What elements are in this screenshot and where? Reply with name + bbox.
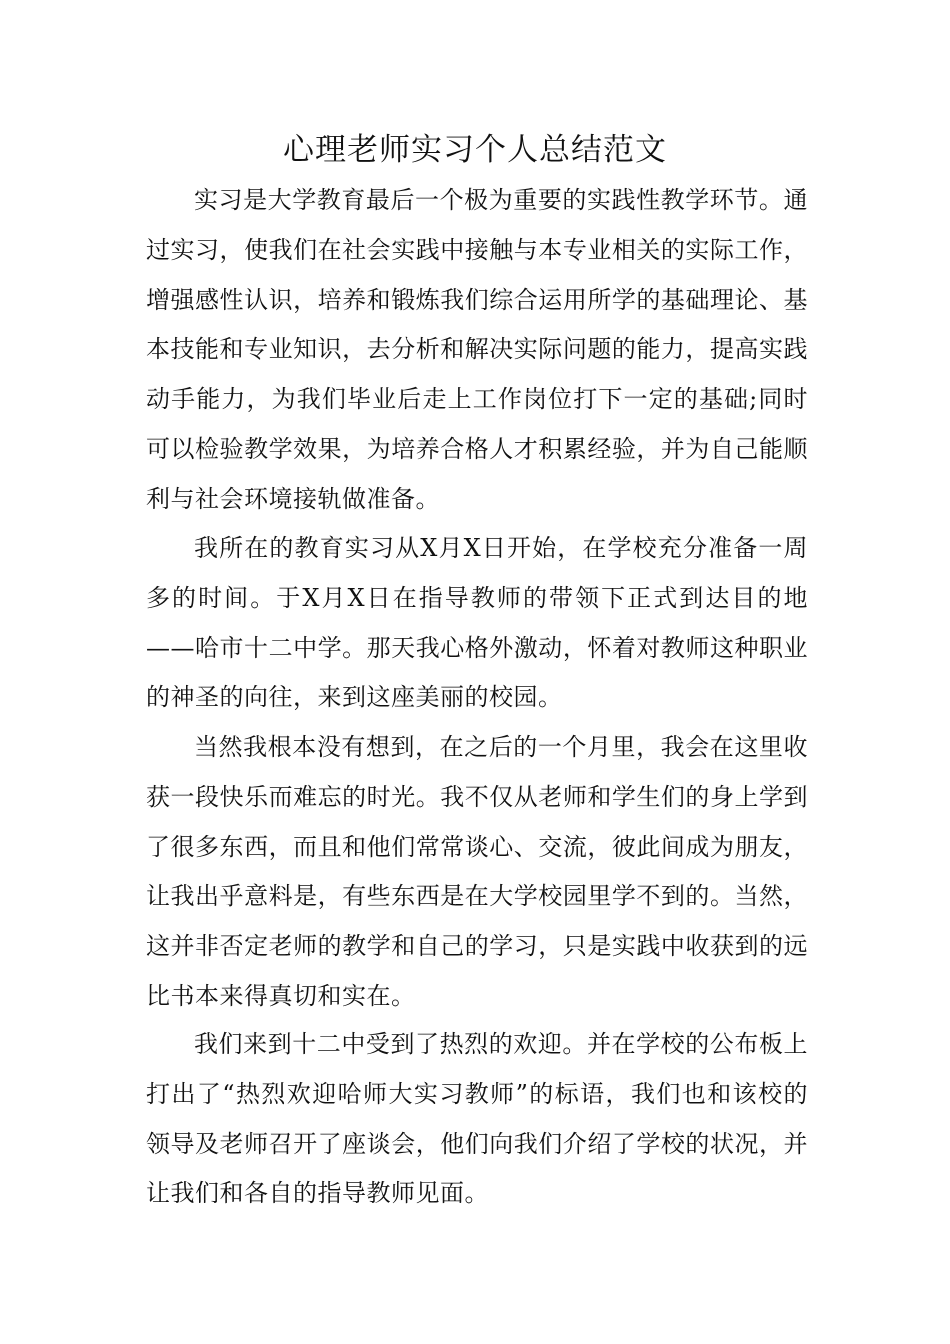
paragraph-1: 实习是大学教育最后一个极为重要的实践性教学环节。通过实习，使我们在社会实践中接触与本专业相关的实际工作，增强感性认识，培养和锻炼我们综合运用所学的基础理论、基本技能和专业知识，去分析和解决实际问题的能力，提高实践动手能力，为我们毕业后走上工作岗位打下一定的基础;同时可以检验教学效果，为培养合格人才积累经验，并为自己能顺利与社会环境接轨做准备。 [146,186,808,513]
paragraph-4: 我们来到十二中受到了热烈的欢迎。并在学校的公布板上打出了“热烈欢迎哈师大实习教师”的标语，我们也和该校的领导及老师召开了座谈会，他们向我们介绍了学校的状况，并让我们和各自的指导教师见面。 [146,1030,808,1208]
paragraph-2: 我所在的教育实习从X月X日开始，在学校充分准备一周多的时间。于X月X日在指导教师的带领下正式到达目的地——哈市十二中学。那天我心格外激动，怀着对教师这种职业的神圣的向往，来到这座美丽的校园。 [146,534,808,712]
paragraph-3: 当然我根本没有想到，在之后的一个月里，我会在这里收获一段快乐而难忘的时光。我不仅从老师和学生们的身上学到了很多东西，而且和他们常常谈心、交流，彼此间成为朋友，让我出乎意料是，有些东西是在大学校园里学不到的。当然，这并非否定老师的教学和自己的学习，只是实践中收获到的远比书本来得真切和实在。 [146,733,808,1010]
document-title: 心理老师实习个人总结范文 [283,132,667,168]
